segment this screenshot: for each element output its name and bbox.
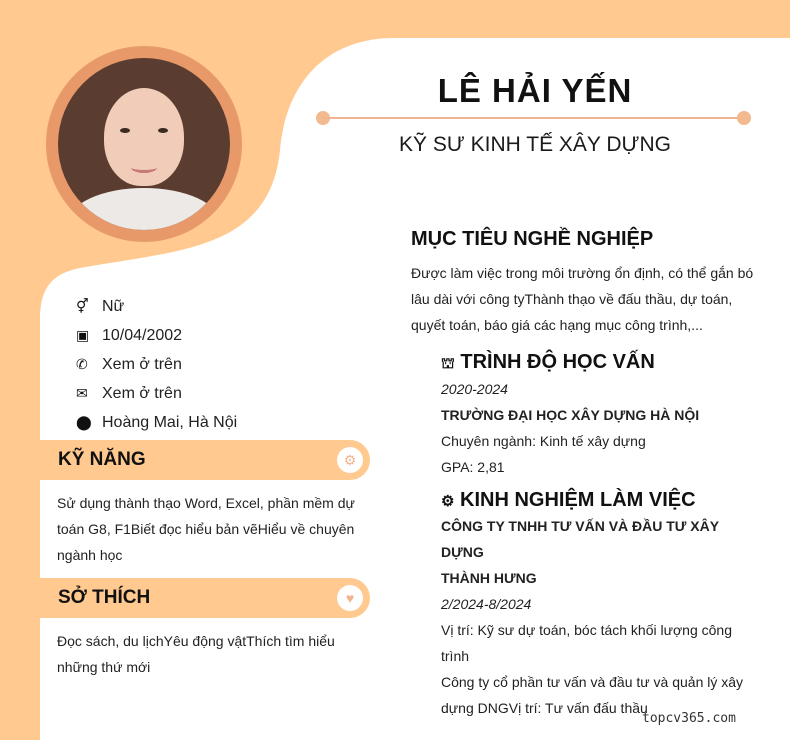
contact-email: [76, 379, 237, 408]
skills-line: ngành học: [57, 547, 123, 563]
company-name-cont: THÀNH HƯNG: [441, 570, 537, 586]
education-gpa: GPA: 2,81: [441, 459, 505, 475]
heart-icon: ♥: [337, 585, 363, 611]
skills-text: [57, 490, 362, 568]
skills-heading: KỸ NĂNG: [58, 449, 146, 470]
hobbies-line: Đọc sách, du lịchYêu động vậtThích tìm hiểu: [57, 633, 335, 649]
email-text: Xem ở trên: [102, 384, 182, 402]
education-period: 2020-2024: [441, 381, 508, 397]
candidate-name: LÊ HẢI YẾN: [437, 72, 633, 109]
gender-text: Nữ: [102, 297, 125, 315]
education-body: [441, 376, 751, 480]
contact-birthday: [76, 321, 237, 350]
address-text: Hoàng Mai, Hà Nội: [102, 413, 238, 431]
gender-icon: ⚥: [76, 298, 89, 314]
contact-address: [76, 408, 237, 437]
objective-heading: MỤC TIÊU NGHỀ NGHIỆP: [411, 228, 654, 250]
objective-text: [411, 260, 756, 338]
experience-line: trình: [441, 648, 470, 664]
experience-line: Vị trí: Kỹ sư dự toán, bóc tách khối lượng công: [441, 622, 732, 638]
contact-info: [76, 292, 237, 437]
calendar-icon: ▣: [76, 327, 90, 343]
skills-line: Sử dụng thành thạo Word, Excel, phần mềm dự: [57, 495, 355, 511]
briefcase-icon: ⚙: [441, 493, 455, 510]
hobbies-line: những thứ mới: [57, 659, 151, 675]
job-title: KỸ SƯ KINH TẾ XÂY DỰNG: [399, 133, 671, 156]
contact-gender: [76, 292, 237, 321]
footer-watermark: topcv365.com: [642, 711, 736, 726]
education-major: Chuyên ngành: Kinh tế xây dựng: [441, 433, 646, 449]
birthday-text: 10/04/2002: [102, 326, 183, 344]
phone-text: Xem ở trên: [102, 355, 182, 373]
profile-photo: [58, 58, 230, 230]
experience-body: [441, 513, 751, 721]
hobbies-text: [57, 628, 362, 680]
education-heading-row: [441, 351, 655, 374]
phone-icon: ✆: [76, 356, 88, 372]
objective-line: Được làm việc trong môi trường ổn định, có thể gắn bó: [411, 265, 754, 281]
objective-line: quyết toán, báo giá các hạng mục công trình,...: [411, 317, 703, 333]
school-name: TRƯỜNG ĐẠI HỌC XÂY DỰNG HÀ NỘI: [441, 407, 700, 423]
title-divider: [322, 117, 744, 119]
experience-heading: KINH NGHIỆM LÀM VIỆC: [460, 489, 696, 511]
skills-header: [40, 440, 370, 480]
envelope-icon: ✉: [76, 385, 88, 401]
company-name: CÔNG TY TNHH TƯ VẤN VÀ ĐẦU TƯ XÂY DỰNG: [441, 518, 719, 560]
contact-phone: [76, 350, 237, 379]
education-heading: TRÌNH ĐỘ HỌC VẤN: [460, 351, 655, 373]
experience-period: 2/2024-8/2024: [441, 596, 532, 612]
graduation-icon: ⛫: [441, 355, 455, 372]
hobbies-heading: SỞ THÍCH: [58, 587, 151, 608]
experience-line: dựng DNGVị trí: Tư vấn đấu thầu: [441, 700, 648, 716]
experience-heading-row: [441, 489, 696, 512]
experience-line: Công ty cổ phần tư vấn và đầu tư và quản lý xây: [441, 674, 744, 690]
location-icon: ⬤: [76, 414, 92, 430]
skills-icon: ⚙: [337, 447, 363, 473]
avatar: [46, 46, 242, 242]
skills-line: toán G8, F1Biết đọc hiểu bản vẽHiểu về chuyên: [57, 521, 355, 537]
hobbies-header: [40, 578, 370, 618]
title-line-dot-right: [737, 111, 751, 125]
objective-line: lâu dài với công tyThành thạo về đấu thầu, dự toán,: [411, 291, 733, 307]
